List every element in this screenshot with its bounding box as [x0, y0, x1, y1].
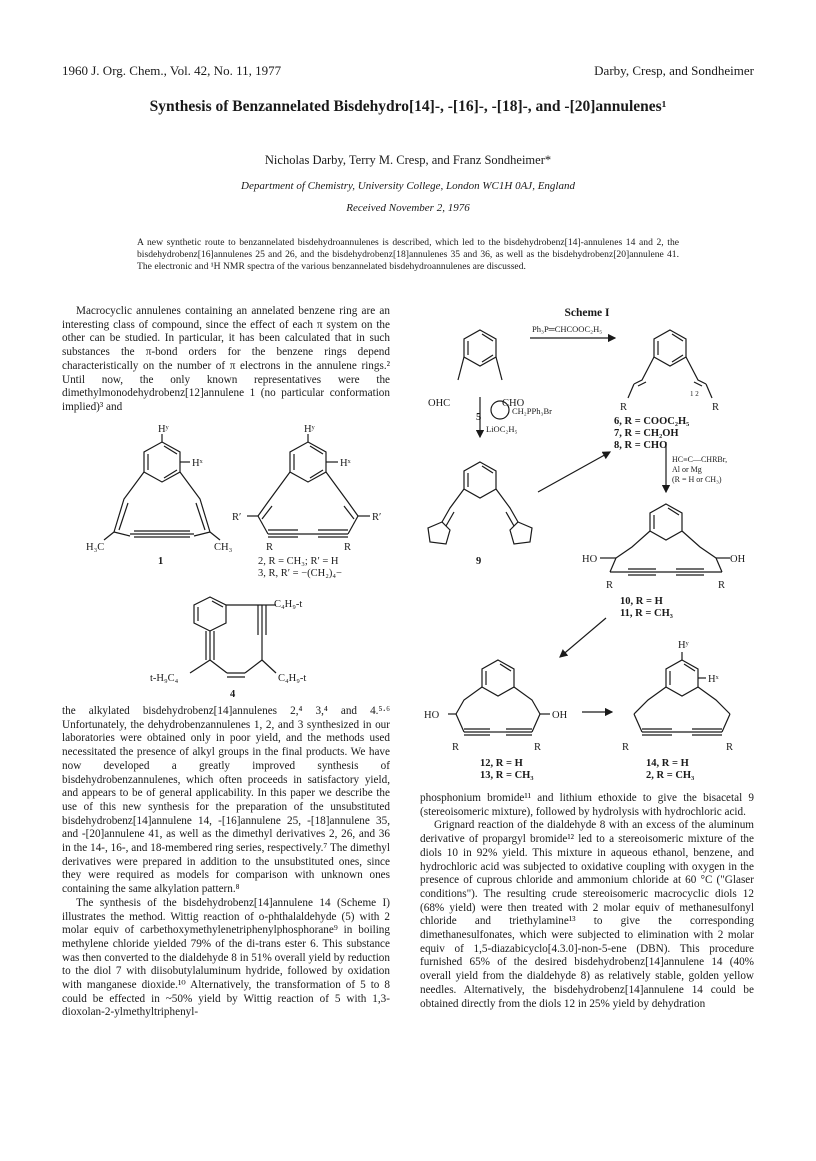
- label-r: R: [620, 402, 628, 413]
- label-r: R: [266, 542, 274, 553]
- label-ch3: CH₃: [214, 542, 233, 553]
- label-oh: OH: [730, 554, 746, 565]
- label-tbutyl: C₄H₉-t: [274, 599, 303, 610]
- compound-caption: 6, R = COOC₂H₅: [614, 416, 690, 427]
- label-r: R: [344, 542, 352, 553]
- right-column-body: [420, 792, 754, 1011]
- compound-caption: 13, R = CH₃: [480, 770, 534, 781]
- label-tbutyl: C₄H₉-t: [278, 673, 307, 684]
- compound-number: 9: [476, 556, 482, 567]
- paragraph: the alkylated bisdehydrobenz[14]annulenes 2,⁴ 3,⁴ and 4.⁵·⁶ Unfortunately, the dehydrobenzannulenes 1, 2, and 3 synthesized in our laboratories were obtained only in poor yield, and the methods used necessitated the presence of alkyl groups in the final products. We have now developed a greatly improved synthesis of bisdehydrobenzannulenes, which often proceeds in satisfactory yield, and appears to be of general applicability. In this paper we describe the use of this new synthesis for the preparation of the unsubstituted bisdehydrobenz[14]annulene 14, -[16]annulene 25, -[18]annulene 35, and -[20]annulene 41, as well as the dimethyl derivatives 2, 26, and 36 in the 14-, 16-, and 18-membered ring series, respectively.⁷ The dimethyl derivatives were prepared in addition to the unsubstituted ones, since they were required as models for comparison with unknown ones containing the same alkylation pattern.⁸: [62, 705, 390, 896]
- label-r: R: [726, 742, 734, 753]
- received-date: Received November 2, 1976: [346, 202, 470, 214]
- label-r: R: [606, 580, 614, 591]
- label-hx: Hˣ: [708, 674, 719, 685]
- paragraph: Macrocyclic annulenes containing an annelated benzene ring are an interesting class of compound, since the effect of each π system on the other can be studied. In particular, it has been calculated that in such substances the π-bond orders for the benzene rings depend characteristically on the number of π electrons in the annulene rings.² Until now, the only known representatives were the dimethylmonodehydrobenz[12]annulene 1 (no particular conformation implied)³ and: [62, 305, 390, 413]
- label-r: R: [718, 580, 726, 591]
- left-column-intro: [62, 305, 390, 415]
- label-cho: CHO: [502, 398, 525, 409]
- abstract: A new synthetic route to benzannelated bisdehydroannulenes is described, which led to the bisdehydrobenz[14]-annulenes 14 and 2, the bisdehydrobenz[16]annulenes 25 and 26, and the bisdehydrobenz[18]annulenes 35 and 36, as well as the bisdehydrobenz[20]annulene 41. The electronic and ¹H NMR spectra of the various benzannelated bisdehydroannulenes are discussed.: [137, 237, 679, 272]
- scheme-title: Scheme I: [564, 307, 610, 319]
- label-h3c: H₃C: [86, 542, 105, 553]
- reagent-metal: Al or Mg: [672, 465, 702, 474]
- compound-caption: 10, R = H: [620, 596, 663, 607]
- label-hy: Hʸ: [304, 424, 315, 435]
- label-ho: HO: [424, 710, 440, 721]
- paragraph: The synthesis of the bisdehydrobenz[14]annulene 14 (Scheme I) illustrates the method. Wittig reaction of o-phthalaldehyde (5) with 2 molar equiv of carbethoxymethylenetriphenylphosphorane⁹ in boiling methylene chloride yielded 79% of the di-trans ester 6. This substance was then converted to the dialdehyde 8 in 51% overall yield by reduction to the diol 7 with diisobutylaluminum hydride, followed by oxidation with manganese dioxide.¹⁰ Alternatively, the transformation of 5 to 8 could be effected in ~50% yield by Wittig reaction of 5 with 1,3-dioxolan-2-ylmethyltriphenyl-: [62, 896, 390, 1019]
- reagent-lioet: LiOC₂H₅: [486, 424, 518, 434]
- label-hx: Hˣ: [192, 458, 203, 469]
- label-r: R: [534, 742, 542, 753]
- label-r-prime: R′: [232, 512, 242, 523]
- affiliation: Department of Chemistry, University College, London WC1H 0AJ, England: [241, 180, 575, 192]
- article-title: Synthesis of Benzannelated Bisdehydro[14]-, -[16]-, -[18]-, and -[20]annulenes¹: [149, 98, 667, 115]
- compound-caption: 8, R = CHO: [614, 440, 668, 451]
- label-r: R: [452, 742, 460, 753]
- label-r-prime: R′: [372, 512, 382, 523]
- compound-caption: 2, R = CH₃; R′ = H: [258, 556, 339, 567]
- benzene-ring: [144, 442, 180, 482]
- benzene-ring: [290, 442, 326, 482]
- left-column-body: [62, 705, 390, 1020]
- label-ohc: OHC: [428, 398, 451, 409]
- compound-caption: 14, R = H: [646, 758, 689, 769]
- header-authors: Darby, Cresp, and Sondheimer: [594, 63, 754, 78]
- paragraph: phosphonium bromide¹¹ and lithium ethoxide to give the bisacetal 9 (stereoisomeric mixture), followed by hydrolysis with hydrochloric acid.: [420, 792, 754, 818]
- author-list: Nicholas Darby, Terry M. Cresp, and Franz Sondheimer*: [264, 153, 552, 167]
- reagent-propargyl: HC≡C—CHRBr,: [672, 455, 728, 464]
- compound-caption: 2, R = CH₃: [646, 770, 695, 781]
- label-r: R: [712, 402, 720, 413]
- position-numbers: 1 2: [690, 390, 699, 398]
- compound-number: 5: [476, 412, 482, 423]
- label-r: R: [622, 742, 630, 753]
- compound-number: 1: [158, 556, 164, 567]
- header-journal: 1960 J. Org. Chem., Vol. 42, No. 11, 1977: [62, 63, 282, 78]
- label-hx: Hˣ: [340, 458, 351, 469]
- structures-1-2-3: [62, 424, 392, 579]
- label-hy: Hʸ: [678, 640, 689, 651]
- compound-caption: 11, R = CH₃: [620, 608, 673, 619]
- compound-caption: 7, R = CH₂OH: [614, 428, 679, 439]
- compound-caption: 3, R, R′ = −(CH₂)₄−: [258, 568, 342, 579]
- label-hy: Hʸ: [158, 424, 169, 435]
- label-tbutyl: t-H₉C₄: [150, 673, 179, 684]
- reagent-dioxolane: CH₂PPh₃Br: [512, 406, 552, 416]
- reagent-wittig: Ph₃P═CHCOOC₂H₅: [532, 324, 603, 334]
- label-oh: OH: [552, 710, 568, 721]
- label-ho: HO: [582, 554, 598, 565]
- reagent-r: (R = H or CH₃): [672, 475, 722, 484]
- compound-number: 4: [230, 689, 236, 700]
- paragraph: Grignard reaction of the dialdehyde 8 with an excess of the aluminum derivative of propargyl bromide¹² led to a stereoisomeric mixture of the diols 10 in 92% yield. This mixture in aqueous ethanol, benzene, and hydrochloric acid was subjected to oxidative coupling with oxygen in the presence of cuprous chloride and ammonium chloride at 60 °C ("Glaser conditions"). The resulting crude stereoisomeric macrocyclic diols 12 (68% yield) were then treated with 2 molar equiv of methanesulfonyl chloride and triethylamine¹³ to give the corresponding dimethanesulfonates, which were subjected to elimination with 2 molar equiv of 1,5-diazabicyclo[4.3.0]-non-5-ene (DBN). This procedure furnished 65% of the desired bisdehydrobenz[14]annulene 14 (40% overall yield from the dialdehyde 8) as relatively stable, golden yellow needles. Alternatively, the bisdehydrobenz[14]annulene 14 could be obtained directly from the diols 12 in 25% yield by dehydration: [420, 819, 754, 1010]
- compound-caption: 12, R = H: [480, 758, 523, 769]
- scheme-i-diagram: [420, 322, 754, 782]
- structure-4: [62, 585, 392, 700]
